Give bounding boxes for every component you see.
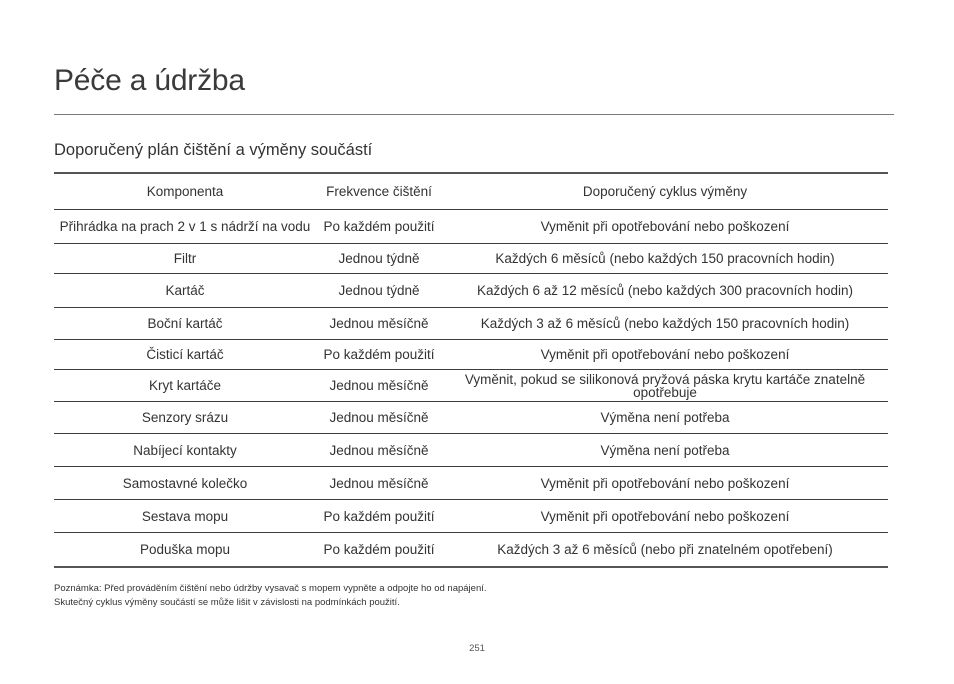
maintenance-table <box>54 172 888 568</box>
component-cell: Přihrádka na prach 2 v 1 s nádrží na vodu <box>59 219 311 234</box>
cycle-cell: Každých 3 až 6 měsíců (nebo při znatelném opotřebení) <box>497 542 833 557</box>
frequency-cell: Po každém použití <box>323 219 435 234</box>
cycle-cell: Vyměnit při opotřebování nebo poškození <box>540 475 790 491</box>
table-row <box>54 209 888 243</box>
component-cell: Kryt kartáče <box>148 378 222 393</box>
note-line: Skutečný cyklus výměny součástí se může lišit v závislosti na podmínkách použití. <box>54 597 400 608</box>
table-row <box>54 307 888 339</box>
frequency-cell: Po každém použití <box>323 508 435 524</box>
table-row <box>54 273 888 307</box>
cycle-cell: Každých 3 až 6 měsíců (nebo každých 150 pracovních hodin) <box>480 316 850 331</box>
component-cell: Senzory srázu <box>141 410 229 425</box>
frequency-cell: Jednou měsíčně <box>329 410 429 425</box>
table-row <box>54 339 888 369</box>
header-replacement-cycle: Doporučený cyklus výměny <box>582 184 748 199</box>
cycle-cell: Vyměnit, pokud se silikonová pryžová páska krytu kartáče znatelně opotřebuje <box>464 371 866 400</box>
cycle-cell: Vyměnit při opotřebování nebo poškození <box>540 347 790 362</box>
cycle-cell: Vyměnit při opotřebování nebo poškození <box>540 508 790 524</box>
page-number: 251 <box>469 643 485 654</box>
table-row <box>54 401 888 433</box>
component-cell: Nabíjecí kontakty <box>133 442 237 458</box>
frequency-cell: Jednou měsíčně <box>329 442 429 458</box>
table-row <box>54 433 888 466</box>
cycle-cell: Každých 6 měsíců (nebo každých 150 pracovních hodin) <box>495 251 835 266</box>
component-cell: Samostavné kolečko <box>122 475 248 491</box>
note-line: Poznámka: Před prováděním čištění nebo údržby vysavač s mopem vypněte a odpojte ho od napájení. <box>54 583 487 594</box>
table-row <box>54 243 888 273</box>
table-row <box>54 369 888 401</box>
header-component: Komponenta <box>146 184 224 199</box>
component-cell: Filtr <box>173 251 197 266</box>
table-row <box>54 532 888 566</box>
frequency-cell: Po každém použití <box>323 347 435 362</box>
frequency-cell: Jednou měsíčně <box>329 378 429 393</box>
title-divider <box>54 114 894 115</box>
table-row <box>54 499 888 532</box>
frequency-cell: Jednou týdně <box>338 283 420 298</box>
component-cell: Kartáč <box>165 283 205 298</box>
cycle-cell: Výměna není potřeba <box>600 442 730 458</box>
cycle-cell: Vyměnit při opotřebování nebo poškození <box>540 219 790 234</box>
component-cell: Sestava mopu <box>141 508 229 524</box>
section-subtitle: Doporučený plán čištění a výměny součástí <box>54 141 373 159</box>
frequency-cell: Jednou týdně <box>338 251 420 266</box>
component-cell: Čisticí kartáč <box>146 347 224 362</box>
frequency-cell: Jednou měsíčně <box>329 475 429 491</box>
footnotes <box>54 582 487 610</box>
table-header-row <box>54 174 888 209</box>
page-title: Péče a údržba <box>54 64 245 97</box>
table-row <box>54 466 888 499</box>
frequency-cell: Po každém použití <box>323 542 435 557</box>
cycle-cell: Každých 6 až 12 měsíců (nebo každých 300 pracovních hodin) <box>477 283 853 298</box>
header-cleaning-frequency: Frekvence čištění <box>326 184 432 199</box>
frequency-cell: Jednou měsíčně <box>329 316 429 331</box>
cycle-cell: Výměna není potřeba <box>600 410 730 425</box>
component-cell: Poduška mopu <box>139 542 231 557</box>
component-cell: Boční kartáč <box>147 316 223 331</box>
